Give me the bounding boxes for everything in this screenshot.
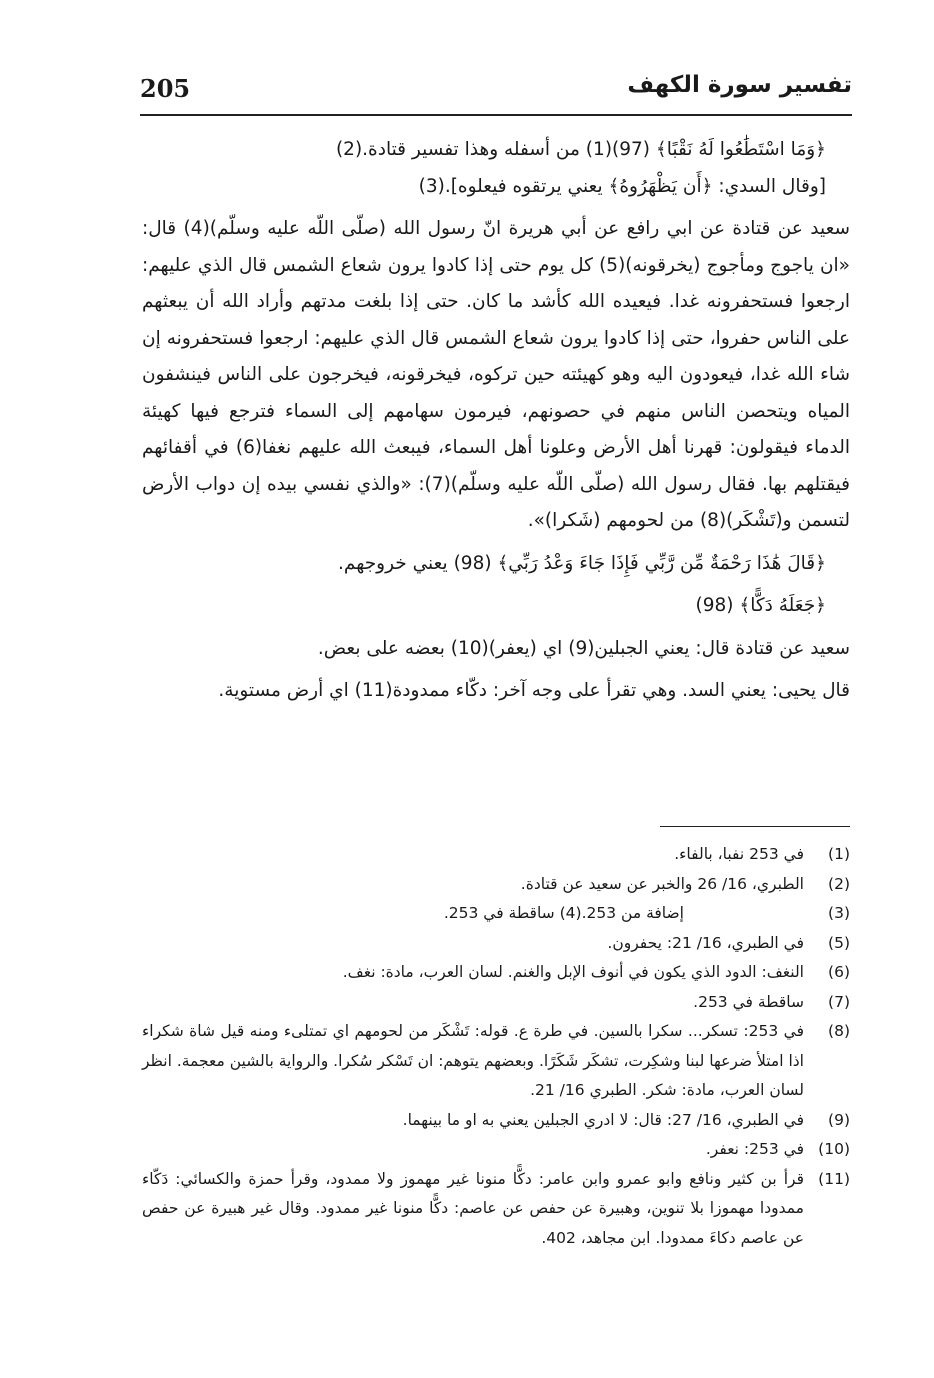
- yahya-paragraph: قال يحيى: يعني السد. وهي تقرأ على وجه آخر: دكّاء ممدودة(11) اي أرض مستوية.: [218, 680, 850, 701]
- footnote-number: (9): [828, 1110, 850, 1129]
- footnote-text: في 253: تسكر... سكرا بالسين. في طرة ع. قوله: تَشْكَر من لحومهم اي تمتلىء ومنه قيل شاة شكراء اذا امتلأ ضرعها لبنا وشكِرت، تشكَر شَكَرًا. وبعضهم يتوهم: ان تَسْكر سُكرا. والرواية بالشين معجمة. انظر لسان العرب، مادة: شكر. الطبري 16/ 21.: [142, 1022, 804, 1099]
- footnote: [142, 929, 850, 959]
- footnote: [142, 1017, 850, 1106]
- footnote: [142, 840, 850, 870]
- suddi-paragraph: [وقال السدي: ﴿أَن يَظْهَرُوهُ﴾ يعني يرتقوه فيعلوه].(3): [418, 175, 826, 197]
- footnote-text: في الطبري، 16/ 21: يحفرون.: [607, 933, 804, 952]
- footnote-number: (3): [828, 904, 850, 922]
- footnote-text-group: [142, 899, 804, 929]
- footnote-text: في 253: نعفر.: [705, 1140, 804, 1158]
- verse-98-dakka-paragraph: ﴿جَعَلَهُ دَكًّا﴾ (98): [695, 595, 826, 616]
- footnote: [142, 958, 850, 988]
- footnote-text: الطبري، 16/ 26 والخبر عن سعيد عن قتادة.: [520, 874, 804, 893]
- footnote: [142, 1135, 850, 1165]
- page-header: [140, 72, 852, 112]
- footnote-text-inline: (4) ساقطة في 253.: [443, 904, 582, 922]
- verse-98-paragraph: ﴿قَالَ هَٰذَا رَحْمَةٌ مِّن رَّبِّي فَإِذَا جَاءَ وَعْدُ رَبِّي﴾ (98) يعني خروجهم.: [338, 552, 826, 574]
- footnote: [142, 988, 850, 1018]
- footnote-number: (8): [828, 1022, 850, 1040]
- footnote: [142, 1106, 850, 1136]
- footnote-text: ساقطة في 253.: [693, 992, 804, 1011]
- footnote: [142, 870, 850, 900]
- footnote-number: (11): [818, 1169, 850, 1188]
- footnote-number: (6): [828, 963, 850, 981]
- footnote-text: في 253 نفبا، بالفاء.: [674, 845, 804, 863]
- header-rule: [140, 114, 852, 116]
- footnote-number: (7): [828, 992, 850, 1011]
- verse-97-paragraph: ﴿وَمَا اسْتَطَٰعُوا لَهُ نَقْبًا﴾ (97)(1) من أسفله وهذا تفسير قتادة.(2): [335, 139, 826, 160]
- footnote-separator: [660, 826, 850, 827]
- qatada-paragraph: سعيد عن قتادة قال: يعني الجبلين(9) اي (يعفر)(10) بعضه على بعض.: [317, 637, 850, 659]
- running-title: تفسير سورة الكهف: [627, 72, 852, 98]
- footnote-text: النغف: الدود الذي يكون في أنوف الإبل والغنم. لسان العرب، مادة: نغف.: [342, 963, 804, 981]
- footnote-number: (10): [818, 1140, 850, 1158]
- footnotes: [142, 840, 850, 1253]
- footnote-number: (5): [828, 933, 850, 952]
- main-text: [142, 132, 850, 710]
- footnote-number: (2): [828, 874, 850, 893]
- footnote: [142, 1165, 850, 1254]
- footnote-text: قرأ بن كثير ونافع وابو عمرو وابن عامر: دكًّا منونا غير مهموز ولا ممدود، وقرأ حمزة والكسائي: دَكّاء ممدودا مهموزا بلا تنوين، وهبيرة عن حفص عن عاصم: دكًّا منونا غير ممدود. وقال غير هبيرة عن حفص عن عاصم دكاءَ ممدودا. ابن مجاهد، 402.: [142, 1169, 804, 1247]
- page-number: 205: [140, 74, 191, 103]
- footnote-text: إضافة من 253.: [581, 904, 684, 922]
- hadith-paragraph: سعيد عن قتادة عن ابي رافع عن أبي هريرة انّ رسول الله (صلّى اللّه عليه وسلّم)(4) قال: «ان ياجوج ومأجوج (يخرقونه)(5) كل يوم حتى إذا كادوا يرون شعاع الشمس قال الذي عليهم: ارجعوا فستحفرونه غدا. فيعيده الله كأشد ما كان. حتى إذا بلغت مدتهم وأراد الله أن يبعثهم على الناس حفروا، حتى إذا كادوا يرون شعاع الشمس قال الذي عليهم: ارجعوا فستحفرونه إن شاء الله غدا، فيعودون اليه وهو كهيئته حين تركوه، فيخرقونه، فيخرجون على الناس فينشفون المياه ويتحصن الناس منهم في حصونهم، فيرمون سهامهم إلى السماء فترجع فيها كهيئة الدماء فيقولون: قهرنا أهل الأرض وعلونا أهل السماء، فيبعث الله عليهم نغفا(6) في أقفائهم فيقتلهم بها. فقال رسول الله (صلّى اللّه عليه وسلّم)(7): «والذي نفسي بيده إن دواب الأرض لتسمن و(تَشْكَر)(8) من لحومهم (شَكرا)».: [142, 218, 851, 531]
- footnote-text: في الطبري، 16/ 27: قال: لا ادري الجبلين يعني به او ما بينهما.: [402, 1110, 804, 1129]
- footnote-number: (1): [828, 845, 850, 863]
- footnote: [142, 899, 850, 929]
